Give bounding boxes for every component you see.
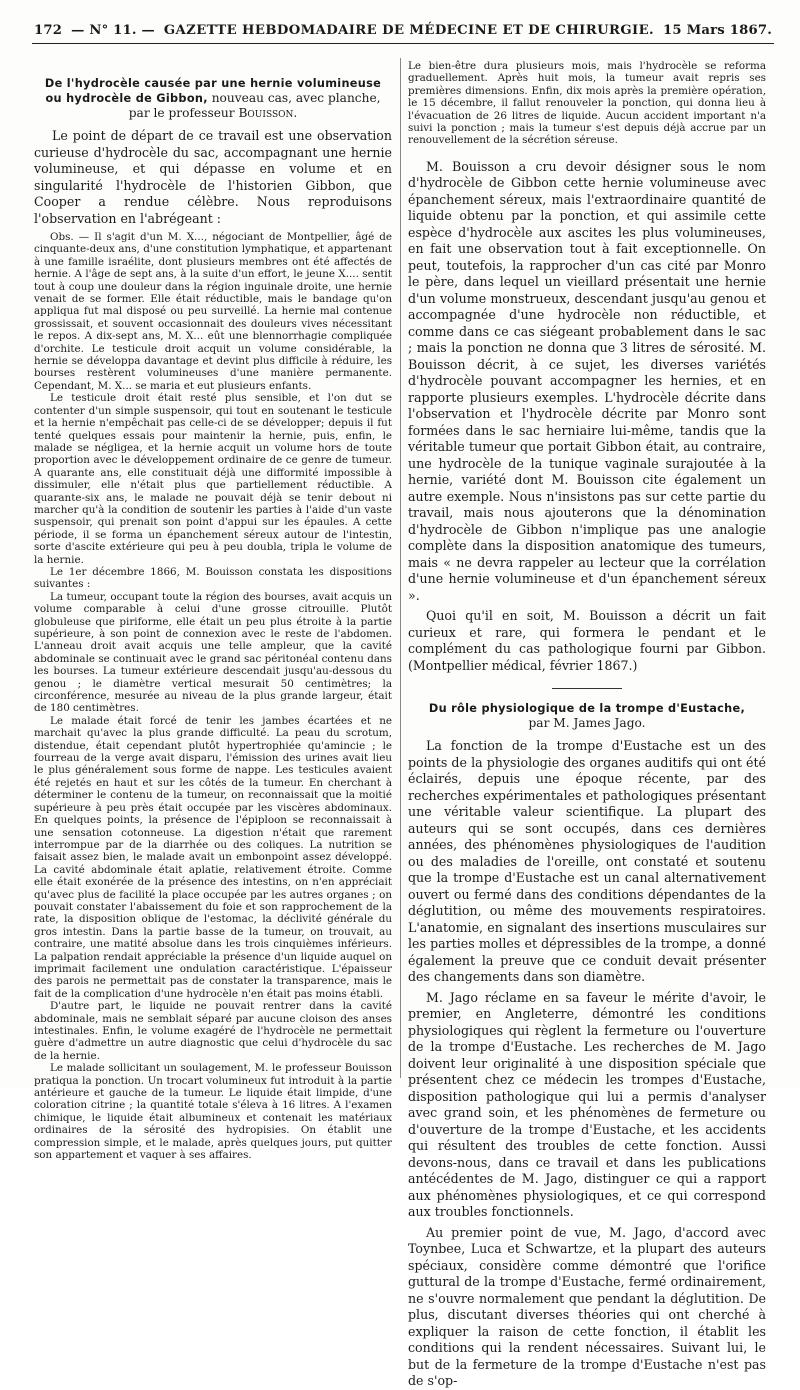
intro-paragraph: Le point de départ de ce travail est une observation curieuse d'hydrocèle du sac, accompagnant une hernie volumineuse, et qui dépasse en volume et en singularité l'hydrocèle de l'historien Gibbon, que Cooper a rendue célèbre. Nous reproduisons l'observation en l'abrégeant :: [34, 128, 392, 226]
left-column: [34, 62, 392, 1162]
article-title-bold: Du rôle physiologique de la trompe d'Eustache,: [428, 702, 746, 716]
issue-number: — N° 11. —: [71, 22, 155, 38]
body-paragraph: M. Jago réclame en sa faveur le mérite d'avoir, le premier, en Angleterre, démontré les conditions physiologiques qui règlent la fermeture ou l'ouverture de la trompe d'Eustache. Les recherches de M. Jago doivent leur originalité à une disposition spéciale que présentent chez ce médecin les trompes d'Eustache, disposition pathologique qui lui a permis d'analyser avec grand soin, et les phénomènes de fermeture ou d'ouverture de la trompe d'Eustache, et les accidents qui résultent des troubles de cette fonction. Aussi devons-nous, dans ce travail et dans les publications antécédentes de M. Jago, distinguer ce qui a rapport aux phénomènes physiologiques, et ce qui correspond aux troubles fonctionnels.: [408, 989, 766, 1220]
article-byline: par M. James Jago.: [528, 716, 646, 731]
observation-paragraph: Le malade sollicitant un soulagement, M. le professeur Bouisson pratiqua la ponction. Un trocart volumineux fut introduit à la partie antérieure et gauche de la tumeur. Le liquide était limpide, d'une coloration citrine ; la quantité totale s'éleva à 16 litres. A l'examen chimique, le liquide était albumineux et contenait les matériaux ordinaires de la sérosité des hydropisies. On établit une compression simple, et le malade, après quelques jours, put quitter son appartement et vaquer à ses affaires.: [34, 1062, 392, 1162]
observation-paragraph: Le testicule droit était resté plus sensible, et l'on dut se contenter d'un simple suspensoir, qui tout en soutenant le testicule et la hernie n'empêchait pas celle-ci de se développer; depuis il fut tenté quelques essais pour maintenir la hernie, puis, enfin, le malade se négligea, et la hernie acquit un volume hors de toute proportion avec le développement ordinaire de ce genre de tumeur. A quarante ans, elle constituait déjà une difformité impossible à dissimuler, elle n'était plus que partiellement réductible. A quarante-six ans, le malade ne pouvait déjà se tenir debout ni marcher qu'à la condition de soutenir les parties à l'aide d'un vaste suspensoir, qui prenait son point d'appui sur les épaules. A cette période, il se forma un épanchement séreux autour de l'intestin, sorte d'ascite extérieure qui peu à peu doubla, tripla le volume de la hernie.: [34, 392, 392, 566]
observation-continuation: Le bien-être dura plusieurs mois, mais l'hydrocèle se reforma graduellement. Après huit mois, la tumeur avait repris ses premières dimensions. Enfin, dix mois après la première opération, le 15 décembre, il fallut renouveler la ponction, qui donna lieu à l'évacuation de 26 litres de liquide. Aucun accident important n'a suivi la ponction ; mais la tumeur s'est depuis déjà accrue par un renouvellement de la sécrétion séreuse.: [408, 60, 766, 147]
article-separator: [552, 688, 622, 689]
running-header: [34, 20, 772, 40]
body-paragraph: Au premier point de vue, M. Jago, d'accord avec Toynbee, Luca et Schwartze, et la plupart des auteurs spéciaux, considère comme démontré que l'orifice guttural de la trompe d'Eustache, fermé ordinairement, ne s'ouvre normalement que pendant la déglutition. De plus, discutant diverses théories qui ont cherché à expliquer la raison de cette fonction, il établit les conditions qui la rendent nécessaires. Suivant lui, le but de la fermeture de la trompe d'Eustache n'est pas de s'op-: [408, 1224, 766, 1389]
column-divider: [400, 58, 401, 1078]
article-title-bold: De l'hydrocèle causée par une hernie volumineuse ou hydrocèle de Gibbon,: [44, 77, 382, 105]
header-rule: [32, 43, 774, 44]
observation-paragraph: Le 1er décembre 1866, M. Bouisson constata les dispositions suivantes :: [34, 565, 392, 591]
article-title: [40, 76, 386, 121]
issue-date: 15 Mars 1867.: [663, 22, 772, 38]
article-author: Bouisson.: [238, 106, 298, 120]
journal-title: GAZETTE HEBDOMADAIRE DE MÉDECINE ET DE CHIRURGIE.: [163, 22, 655, 38]
observation-paragraph: Le malade était forcé de tenir les jambes écartées et ne marchait qu'avec la plus grande difficulté. La peau du scrotum, distendue, était cependant plutôt hypertrophiée qu'amincie ; le fourreau de la verge avait disparu, l'émission des urines avait lieu le plus généralement sous forme de nappe. Les testicules avaient été rejetés en haut et sur les côtés de la tumeur. En cherchant à déterminer le contenu de la tumeur, on reconnaissait que la moitié supérieure à peu près était occupée par les viscères abdominaux. En quelques points, la présence de l'épiploon se reconnaissait à une sensation cotonneuse. La digestion n'était que rarement interrompue par de la diarrhée ou des coliques. La nutrition se faisait assez bien, le malade avait un embonpoint assez développé. La cavité abdominale était aplatie, relativement étroite. Comme elle était exonérée de la présence des intestins, on n'en appréciait qu'avec plus de facilité la place occupée par les autres organes ; on pouvait constater l'abaissement du foie et son rapprochement de la rate, la disposition oblique de l'estomac, la déclivité générale du gros intestin. Dans la partie basse de la tumeur, on trouvait, au contraire, une matité absolue dans les trois cinquièmes inférieurs. La palpation rendait appréciable la présence d'un liquide auquel on imprimait facilement une ondulation caractéristique. L'épaisseur des parois ne permettait pas de constater la transparence, mais le fait de la complication d'une hydrocèle n'en était pas moins établi.: [34, 714, 392, 1000]
body-paragraph: La fonction de la trompe d'Eustache est un des points de la physiologie des organes auditifs qui ont été éclairés, depuis une époque récente, par des recherches expérimentales et pathologiques présentant une véritable valeur scientifique. La plupart des auteurs qui se sont occupés, dans ces dernières années, des phénomènes physiologiques de l'audition ou des maladies de l'oreille, ont constaté et soutenu que la trompe d'Eustache est un canal alternativement ouvert ou fermé dans des conditions dépendantes de la déglutition, ou même des mouvements respiratoires. L'anatomie, en signalant des insertions musculaires sur les parties molles et dépressibles de la trompe, a donné également la preuve que ce conduit devait présenter des changements dans son diamètre.: [408, 738, 766, 985]
page-number: 172: [34, 22, 63, 38]
observation-paragraph: Obs. — Il s'agit d'un M. X..., négociant de Montpellier, âgé de cinquante-deux ans, d'une constitution lymphatique, et appartenant à une famille israélite, dont plusieurs membres ont été affectés de hernie. A l'âge de sept ans, à la suite d'un effort, le jeune X.... sentit tout à coup une douleur dans la région inguinale droite, une hernie venait de se former. Elle était réductible, mais le bandage qu'on appliqua fut mal disposé ou peu surveillé. La hernie mal contenue grossissait, et souvent occasionnait des douleurs vives nécessitant le repos. A dix-sept ans, M. X... eût une blennorrhagie compliquée d'orchite. Le testicule droit acquit un volume considérable, la hernie se développa davantage et devint plus difficile à réduire, les bourses restèrent volumineuses d'une manière permanente. Cependant, M. X... se maria et eut plusieurs enfants.: [34, 231, 392, 392]
discussion-paragraph: M. Bouisson a cru devoir désigner sous le nom d'hydrocèle de Gibbon cette hernie volumineuse avec épanchement séreux, mais l'extraordinaire quantité de liquide obtenu par la ponction, et qui assimile cette espèce d'hydrocèle aux ascites les plus volumineuses, en fait une observation tout à fait exceptionnelle. On peut, toutefois, la rapprocher d'un cas cité par Monro le père, dans lequel un vieillard présentait une hernie d'un volume monstrueux, descendant jusqu'au genou et accompagnée d'une hydrocèle non réductible, et comme dans ce cas siégeant probablement dans le sac ; mais la ponction ne donna que 3 litres de sérosité. M. Bouisson décrit, à ce sujet, les diverses variétés d'hydrocèle pouvant accompagner les hernies, et en rapporte plusieurs exemples. L'hydrocèle décrite dans l'observation et l'hydrocèle décrite par Monro sont formées dans le sac herniaire lui-même, tandis que la véritable tumeur que portait Gibbon était, au contraire, une hydrocèle de la tunique vaginale surajoutée à la hernie, variété dont M. Bouisson cite également un autre exemple. Nous n'insistons pas sur cette partie du travail, mais nous ajouterons que la dénomination d'hydrocèle de Gibbon n'implique pas une analogie complète dans la disposition anatomique des tumeurs, mais « ne devra rappeler au lecteur que la corrélation d'une hernie volumineuse et d'un épanchement séreux ».: [408, 158, 766, 603]
observation-paragraph: La tumeur, occupant toute la région des bourses, avait acquis un volume comparable à celui d'une grosse citrouille. Plutôt globuleuse que piriforme, elle était un peu plus étroite à la partie supérieure, à son point de connexion avec le reste de l'abdomen. L'anneau droit avait acquis une telle ampleur, que la cavité abdominale se continuait avec le grand sac péritonéal contenu dans les bourses. La tumeur extérieure descendait jusqu'au-dessous du genou ; le diamètre vertical mesurait 50 centimètres; la circonférence, mesurée au niveau de la plus grande largeur, était de 180 centimètres.: [34, 590, 392, 715]
article-title: [414, 701, 760, 731]
discussion-paragraph: Quoi qu'il en soit, M. Bouisson a décrit un fait curieux et rare, qui formera le pendant et le complément du cas pathologique fourni par Gibbon. (Montpellier médical, février 1867.): [408, 608, 766, 673]
article-title-rest: nouveau cas, avec planche, par le professeur: [128, 91, 381, 120]
right-column: [408, 60, 766, 1389]
observation-paragraph: D'autre part, le liquide ne pouvait rentrer dans la cavité abdominale, mais ne semblait séparé par aucune cloison des anses intestinales. Enfin, le volume exagéré de l'hydrocèle ne permettait guère d'admettre un autre diagnostic que celui d'hydrocèle du sac de la hernie.: [34, 1000, 392, 1062]
